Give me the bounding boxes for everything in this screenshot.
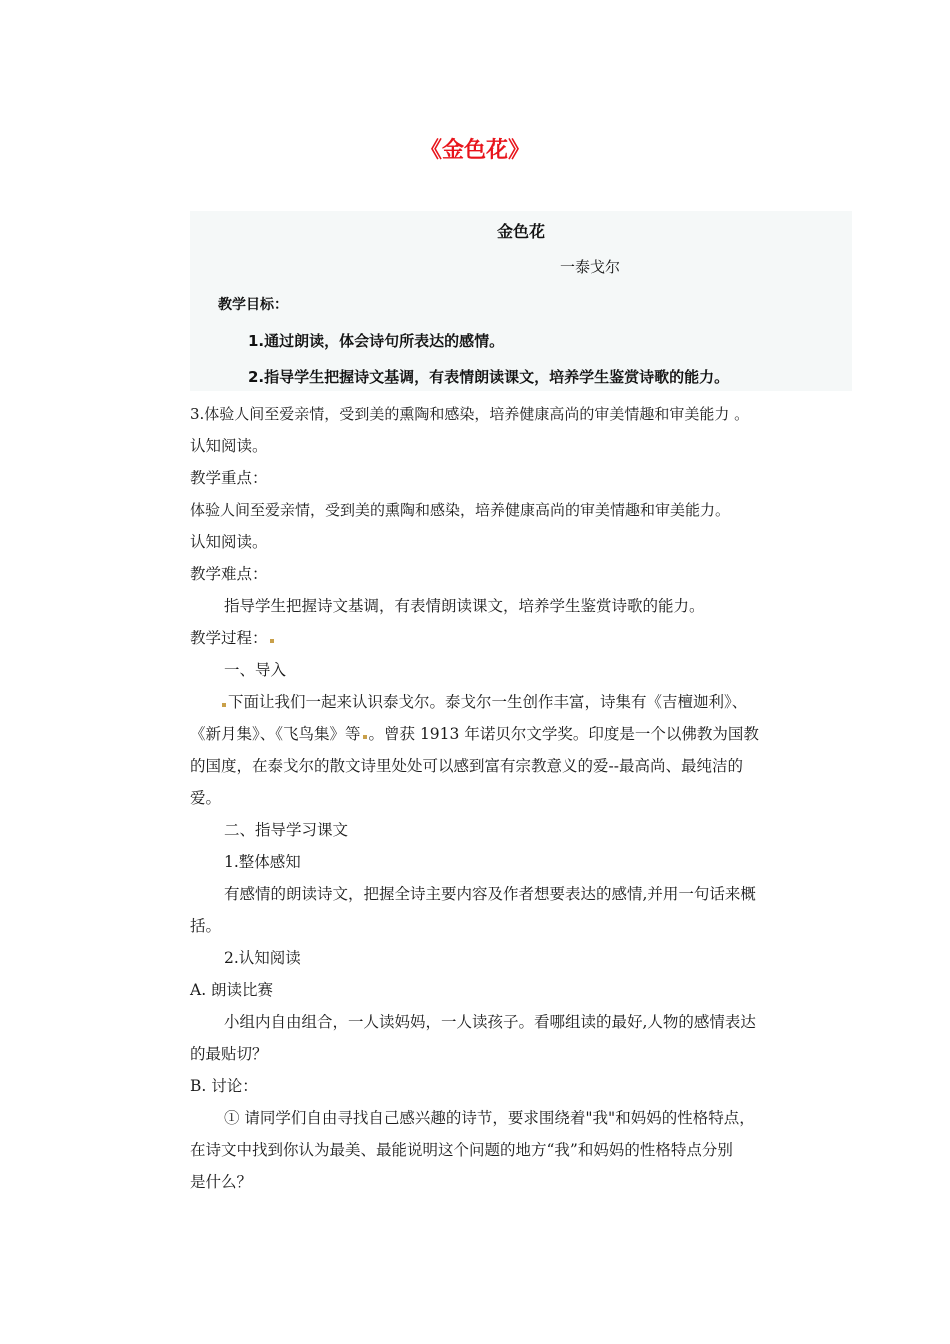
text-line: 认知阅读。	[190, 437, 268, 455]
intro-text: 下面让我们一起来认识泰戈尔。泰戈尔一生创作丰富，诗集有《吉檀迦利》、	[228, 693, 748, 711]
text-line: 在诗文中找到你认为最美、最能说明这个问题的地方“我”和妈妈的性格特点分别	[190, 1141, 733, 1159]
process-label: 教学过程：	[190, 629, 268, 647]
section-intro-heading: 一、导入	[224, 661, 287, 679]
intro-paragraph-line-2	[190, 724, 759, 744]
intro-text: 《新月集》、《飞鸟集》等	[190, 725, 361, 743]
text-line: 有感情的朗读诗文，把握全诗主要内容及作者想要表达的感情,并用一句话来概	[224, 885, 756, 903]
difficulty-label: 教学难点：	[190, 565, 268, 583]
teaching-goal-3: 3.体验人间至爱亲情，受到美的熏陶和感染，培养健康高尚的审美情趣和审美能力 。	[190, 405, 750, 423]
key-points-label: 教学重点：	[190, 469, 268, 487]
section-guide-heading: 二、指导学习课文	[224, 821, 349, 839]
text-line: 括。	[190, 917, 222, 935]
text-line: ① 请同学们自由寻找自己感兴趣的诗节，要求围绕着"我"和妈妈的性格特点，	[224, 1109, 755, 1127]
intro-text: 。曾获 1913 年诺贝尔文学奖。印度是一个以佛教为国教	[368, 725, 759, 743]
teaching-goal-1: 1.通过朗读，体会诗句所表达的感情。	[248, 332, 505, 350]
bullet-dot-icon	[222, 703, 226, 707]
text-line: 的最贴切？	[190, 1045, 268, 1063]
bullet-dot-icon	[363, 735, 367, 739]
text-line: 是什么？	[190, 1173, 253, 1191]
poem-header-banner	[190, 211, 852, 391]
bullet-dot-icon	[270, 639, 274, 643]
key-points-text: 体验人间至爱亲情，受到美的熏陶和感染，培养健康高尚的审美情趣和审美能力。	[190, 501, 731, 519]
text-line: 小组内自由组合，一人读妈妈，一人读孩子。看哪组读的最好,人物的感情表达	[224, 1013, 756, 1031]
poem-title: 金色花	[496, 222, 545, 241]
teaching-goals-label: 教学目标：	[218, 297, 288, 313]
process-label-row	[190, 628, 276, 648]
difficulty-text: 指导学生把握诗文基调，有表情朗读课文，培养学生鉴赏诗歌的能力。	[224, 597, 705, 615]
item-heading: B. 讨论：	[190, 1077, 258, 1095]
intro-paragraph-line-1	[220, 692, 747, 712]
poem-author: 一泰戈尔	[560, 258, 621, 276]
document-title: 《金色花》	[419, 138, 530, 163]
item-heading: A. 朗读比赛	[190, 981, 274, 999]
subsection-heading: 1.整体感知	[224, 853, 301, 871]
text-line: 认知阅读。	[190, 533, 268, 551]
intro-paragraph-line-3: 的国度，在泰戈尔的散文诗里处处可以感到富有宗教意义的爱--最高尚、最纯洁的	[190, 757, 743, 775]
intro-paragraph-line-4: 爱。	[190, 789, 222, 807]
teaching-goal-2: 2.指导学生把握诗文基调，有表情朗读课文，培养学生鉴赏诗歌的能力。	[248, 368, 730, 386]
subsection-heading: 2.认知阅读	[224, 949, 301, 967]
